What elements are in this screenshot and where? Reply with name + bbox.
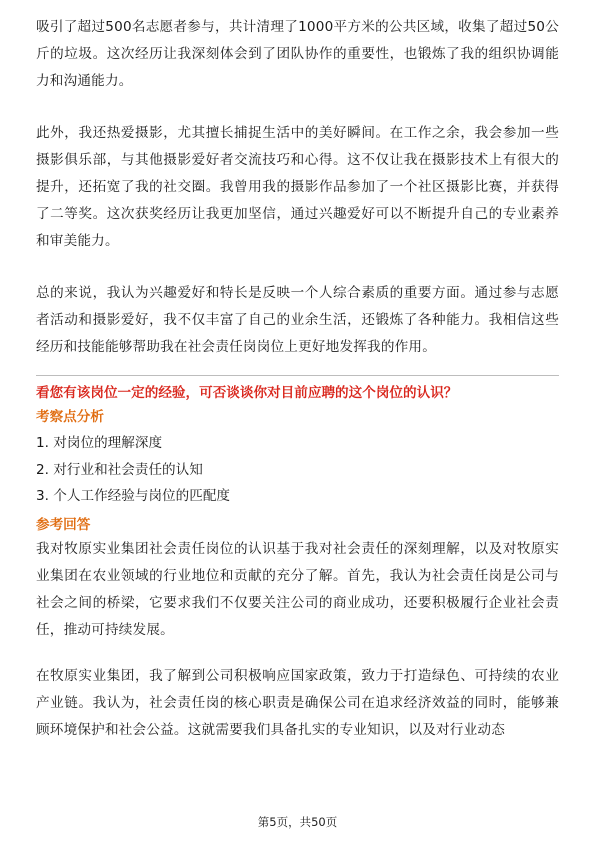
paragraph-summary: 总的来说，我认为兴趣爱好和特长是反映一个人综合素质的重要方面。通过参与志愿者活动和摄影爱好，我不仅丰富了自己的业余生活，还锻炼了各种能力。我相信这些经历和技能能够帮助我在社会责任岗岗位上更好地发挥我的作用。: [36, 285, 559, 355]
answer-heading: 参考回答: [36, 517, 91, 534]
analysis-point: 1. 对岗位的理解深度: [36, 434, 163, 451]
interview-question: 看您有该岗位一定的经验，可否谈谈你对目前应聘的这个岗位的认识？: [36, 384, 458, 401]
answer-paragraph: 在牧原实业集团，我了解到公司积极响应国家政策，致力于打造绿色、可持续的农业产业链。我认为，社会责任岗的核心职责是确保公司在追求经济效益的同时，能够兼顾环境保护和社会公益。这就需要我们具备扎实的专业知识，以及对行业动态: [36, 668, 559, 738]
answer-paragraph: 我对牧原实业集团社会责任岗位的认识基于我对社会责任的深刻理解，以及对牧原实业集团在农业领域的行业地位和贡献的充分了解。首先，我认为社会责任岗是公司与社会之间的桥梁，它要求我们不仅要关注公司的商业成功，还要积极履行企业社会责任，推动可持续发展。: [36, 541, 559, 638]
paragraph-photography: 此外，我还热爱摄影，尤其擅长捕捉生活中的美好瞬间。在工作之余，我会参加一些摄影俱乐部，与其他摄影爱好者交流技巧和心得。这不仅让我在摄影技术上有很大的提升，还拓宽了我的社交圈。我曾用我的摄影作品参加了一个社区摄影比赛，并获得了二等奖。这次获奖经历让我更加坚信，通过兴趣爱好可以不断提升自己的专业素养和审美能力。: [36, 125, 559, 249]
analysis-point: 3. 个人工作经验与岗位的匹配度: [36, 488, 231, 505]
document-body: [36, 14, 559, 744]
analysis-list: [36, 430, 559, 510]
page-footer: 第5页，共50页: [257, 815, 338, 829]
section-divider: [36, 375, 559, 376]
analysis-point: 2. 对行业和社会责任的认知: [36, 461, 203, 478]
analysis-heading: 考察点分析: [36, 408, 104, 425]
paragraph-volunteer-result: 吸引了超过500名志愿者参与，共计清理了1000平方米的公共区域，收集了超过50公斤的垃圾。这次经历让我深刻体会到了团队协作的重要性，也锻炼了我的组织协调能力和沟通能力。: [36, 19, 559, 89]
